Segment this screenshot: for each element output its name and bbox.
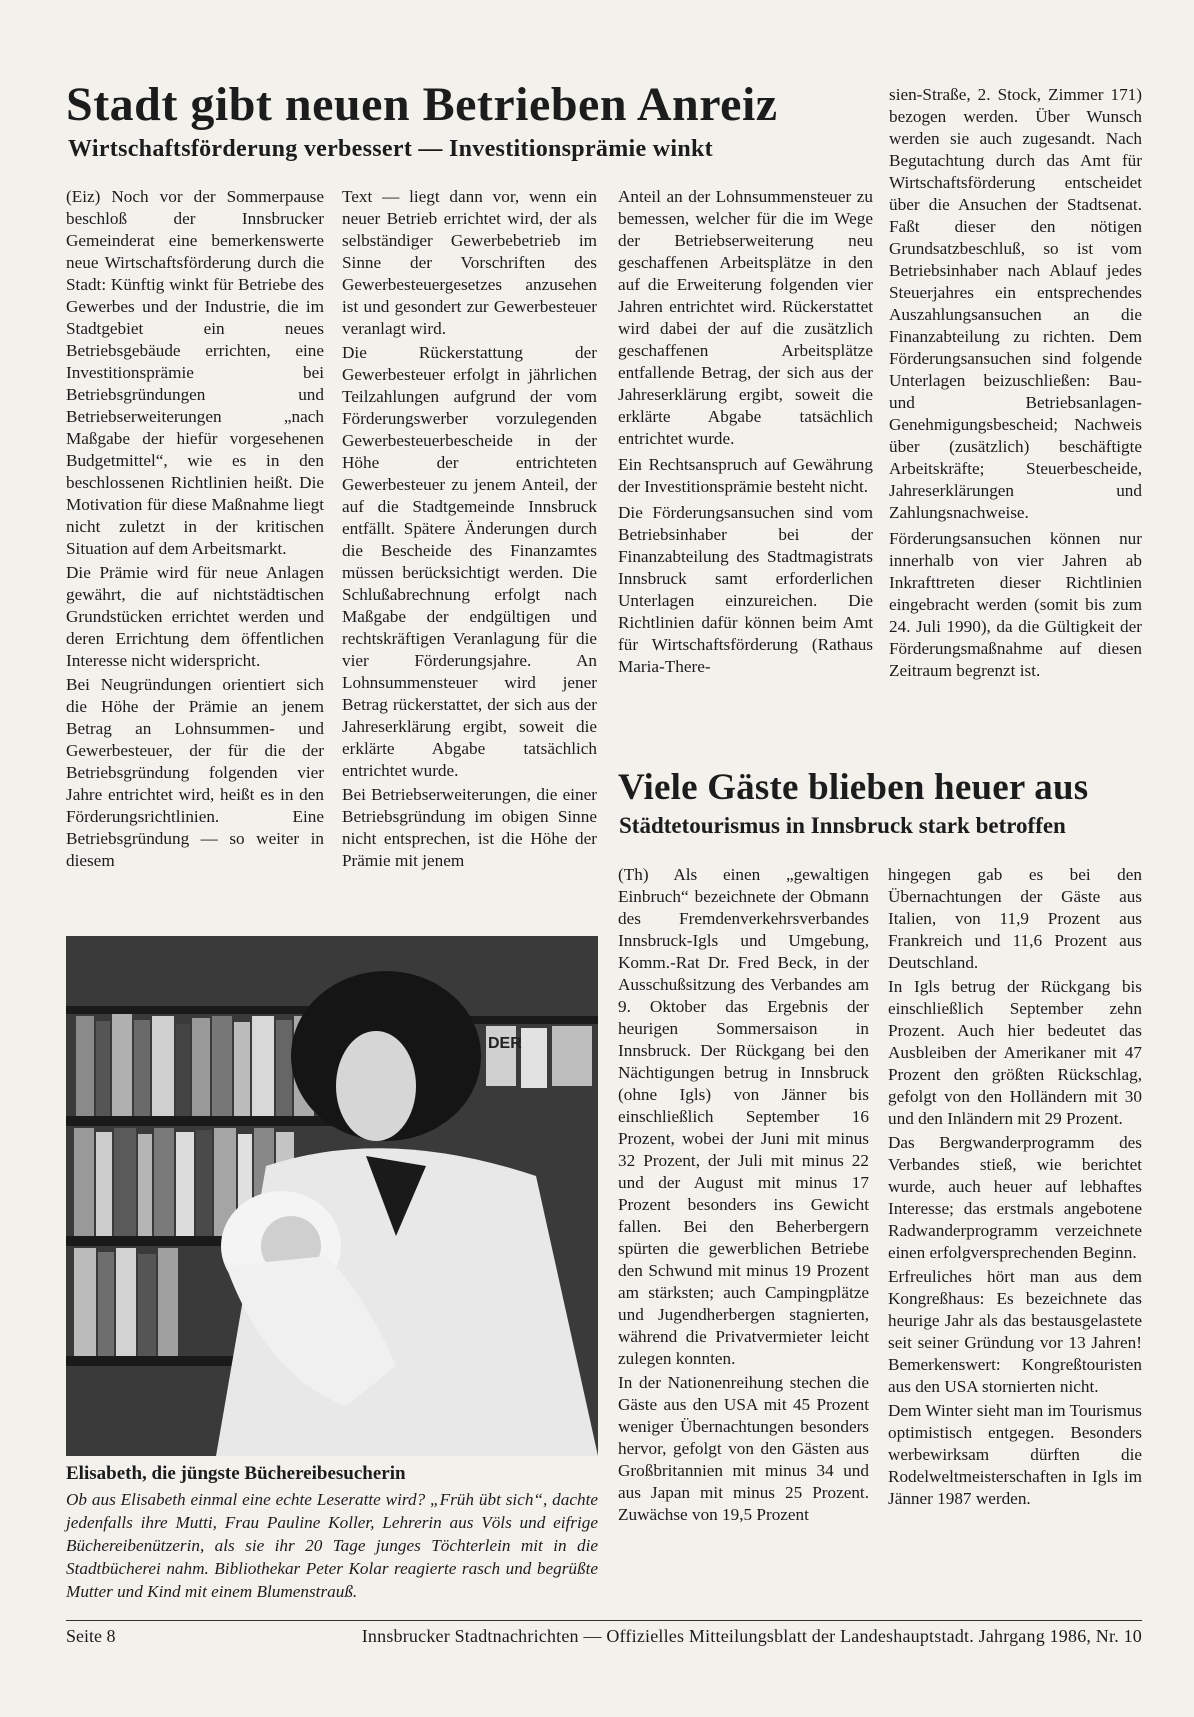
paragraph: Die Rückerstattung der Gewerbesteuer erfolgt in jährlichen Teilzahlungen aufgrund der vom Förderungswerber vorzulegenden Gewerbesteuerbescheide in der Höhe der entrichteten Gewerbesteuer zu jenem Anteil, der auf die Stadtgemeinde Innsbruck entfällt. Spätere Änderungen durch die Bescheide des Finanzamtes müssen berücksichtigt werden. Die Schlußabrechnung erfolgt nach Maßgabe der endgültigen und rechtskräftigen Veranlagung für die vier Förderungsjahre. An Lohnsummensteuer wird jener Betrag rückerstattet, der sich aus der Jahreserklärung ergibt, soweit die erklärte Abgabe tatsächlich entrichtet wurde.	[342, 343, 597, 780]
paragraph: Förderungsansuchen können nur innerhalb von vier Jahren ab Inkrafttreten dieser Richtlinien eingebracht werden (somit bis zum 24. Juli 1990), da die Gültigkeit der Förderungsmaßnahme auf diesen Zeitraum begrenzt ist.	[889, 529, 1142, 680]
article2-subheadline: Städtetourismus in Innsbruck stark betroffen	[619, 813, 1066, 838]
paragraph: Das Bergwanderprogramm des Verbandes stieß, wie berichtet wurde, auch heuer auf lebhaftes Interesse; das erstmals angebotene Radwanderprogramm verzeichnete einen erfolgversprechenden Beginn.	[888, 1133, 1142, 1262]
footer-divider	[66, 1620, 1142, 1621]
paragraph: Text — liegt dann vor, wenn ein neuer Betrieb errichtet wird, der als selbständiger Gewerbebetrieb im Sinne der Vorschriften des Gewerbesteuergesetzes anzusehen ist und gesondert zur Gewerbesteuer veranlagt wird.	[342, 187, 597, 338]
library-photo	[66, 936, 598, 1456]
paragraph: In der Nationenreihung stechen die Gäste aus den USA mit 45 Prozent weniger Übernachtungen besonders hervor, gefolgt von den Gästen aus Großbritannien mit minus 34 und aus Japan mit minus 25 Prozent. Zuwächse von 19,5 Prozent	[618, 1373, 869, 1524]
paragraph: Dem Winter sieht man im Tourismus optimistisch entgegen. Besonders werbewirksam dürften die Rodelweltmeisterschaften in Igls im Jänner 1987 werden.	[888, 1401, 1142, 1508]
article1-headline: Stadt gibt neuen Betrieben Anreiz	[66, 78, 778, 131]
paragraph: (Th) Als einen „gewaltigen Einbruch“ bezeichnete der Obmann des Fremdenverkehrsverbandes Innsbruck-Igls und Umgebung, Komm.-Rat Dr. Fred Beck, in der Ausschußsitzung des Verbandes am 9. Oktober das Ergebnis der heurigen Sommersaison in Innsbruck. Der Rückgang bei den Nächtigungen betrug in Innsbruck (ohne Igls) von Jänner bis einschließlich September 16 Prozent, wobei der Juni mit minus 32 Prozent, der Juli mit minus 22 und der August mit minus 17 Prozent besonders ins Gewicht fallen. Bei den Beherbergern spürten die gewerblichen Betriebe den Schwund mit minus 19 Prozent am stärksten; auch Campingplätze und Jugendherbergen stagnierten, während die Privatvermieter leicht zulegen konnten.	[618, 865, 869, 1368]
paragraph: Ein Rechtsanspruch auf Gewährung der Investitionsprämie besteht nicht.	[618, 455, 873, 496]
photo-caption-title: Elisabeth, die jüngste Büchereibesucherin	[66, 1463, 406, 1484]
page-number: Seite 8	[66, 1626, 116, 1646]
article2-column-2	[888, 864, 1142, 1606]
article1-column-1	[66, 186, 324, 916]
photo-illustration	[66, 936, 598, 1456]
paragraph: Bei Betriebserweiterungen, die einer Betriebsgründung im obigen Sinne nicht entsprechen, ist die Höhe der Prämie mit jenem	[342, 785, 597, 870]
paragraph: sien-Straße, 2. Stock, Zimmer 171) bezogen werden. Über Wunsch werden sie auch zugesandt. Nach Begutachtung durch das Amt für Wirtschaftsförderung entscheidet über die Ansuchen der Stadtsenat. Faßt dieser den nötigen Grundsatzbeschluß, so ist vom Betriebsinhaber nach Ablauf jedes Steuerjahres ein entsprechendes Auszahlungsansuchen an die Finanzabteilung zu richten. Dem Förderungsansuchen sind folgende Unterlagen beizuschließen: Bau- und Betriebsanlagen-Genehmigungsbescheid; Nachweis über (zusätzlich) beschäftigte Arbeitskräfte; Steuerbescheide, Jahreserklärungen und Zahlungsnachweise.	[889, 85, 1142, 522]
publication-line: Innsbrucker Stadtnachrichten — Offizielles Mitteilungsblatt der Landeshauptstadt. Jahrgang 1986, Nr. 10	[361, 1626, 1142, 1646]
paragraph: Bei Neugründungen orientiert sich die Höhe der Prämie an jenem Betrag an Lohnsummen- und Gewerbesteuer, der für die der Betriebsgründung folgenden vier Jahre entrichtet wird, heißt es in den Förderungsrichtlinien. Eine Betriebsgründung — so weiter in diesem	[66, 675, 324, 870]
article1-subheadline: Wirtschaftsförderung verbessert — Investitionsprämie winkt	[68, 136, 713, 162]
paragraph: hingegen gab es bei den Übernachtungen der Gäste aus Italien, von 11,9 Prozent aus Frankreich und 11,6 Prozent aus Deutschland.	[888, 865, 1142, 972]
paragraph: Erfreuliches hört man aus dem Kongreßhaus: Es bezeichnete das heurige Jahr als das bestausgelastete seit seiner Gründung vor 13 Jahren! Bemerkenswert: Kongreßtouristen aus den USA stornierten nicht.	[888, 1267, 1142, 1396]
article1-column-3	[618, 186, 873, 731]
paragraph: Anteil an der Lohnsummensteuer zu bemessen, welcher für die im Wege der Betriebserweiterung neu geschaffenen Arbeitsplätze in den auf die Erweiterung folgenden vier Jahren entrichtet wird. Rückerstattet wird dabei der auf die zusätzlich geschaffenen Arbeitsplätze entfallende Betrag, der sich aus der Jahreserklärung ergibt, soweit die erklärte Abgabe tatsächlich entrichtet wurde.	[618, 187, 873, 448]
paragraph: (Eiz) Noch vor der Sommerpause beschloß der Innsbrucker Gemeinderat eine bemerkenswerte neue Wirtschaftsförderung durch die Stadt: Künftig winkt für Betriebe des Gewerbes und der Industrie, die im Stadtgebiet ein neues Betriebsgebäude errichten, eine Investitionsprämie bei Betriebsgründungen und Betriebserweiterungen „nach Maßgabe der hiefür vorgesehenen Budgetmittel“, wie es in den beschlossenen Richtlinien heißt. Die Motivation für diese Maßnahme liegt nicht zuletzt in der kritischen Situation auf dem Arbeitsmarkt.	[66, 187, 324, 558]
article2-headline: Viele Gäste blieben heuer aus	[618, 767, 1089, 808]
article1-column-4	[889, 84, 1142, 744]
paragraph: Die Prämie wird für neue Anlagen gewährt, die auf nichtstädtischen Grundstücken errichtet werden und deren Errichtung dem öffentlichen Interesse nicht widerspricht.	[66, 563, 324, 670]
article2-column-1	[618, 864, 869, 1606]
paragraph: Die Förderungsansuchen sind vom Betriebsinhaber bei der Finanzabteilung des Stadtmagistrats Innsbruck samt erforderlichen Unterlagen einzureichen. Die Richtlinien dafür können beim Amt für Wirtschaftsförderung (Rathaus Maria-There-	[618, 503, 873, 676]
book-spine-label: DER	[488, 1035, 522, 1052]
paragraph: In Igls betrug der Rückgang bis einschließlich September zehn Prozent. Auch hier bedeutet das Ausbleiben der Amerikaner mit 47 Prozent den größten Rückschlag, gefolgt von den Holländern mit 30 und den Inländern mit 29 Prozent.	[888, 977, 1142, 1128]
article1-column-2	[342, 186, 597, 916]
photo-caption-text: Ob aus Elisabeth einmal eine echte Leseratte wird? „Früh übt sich“, dachte jedenfalls ihre Mutti, Frau Pauline Koller, Lehrerin aus Völs und eifrige Büchereibenützerin, als sie ihr 20 Tage junges Töchterlein mit in die Stadtbücherei nahm. Bibliothekar Peter Kolar reagierte rasch und begrüßte Mutter und Kind mit einem Blumenstrauß.	[66, 1490, 598, 1601]
